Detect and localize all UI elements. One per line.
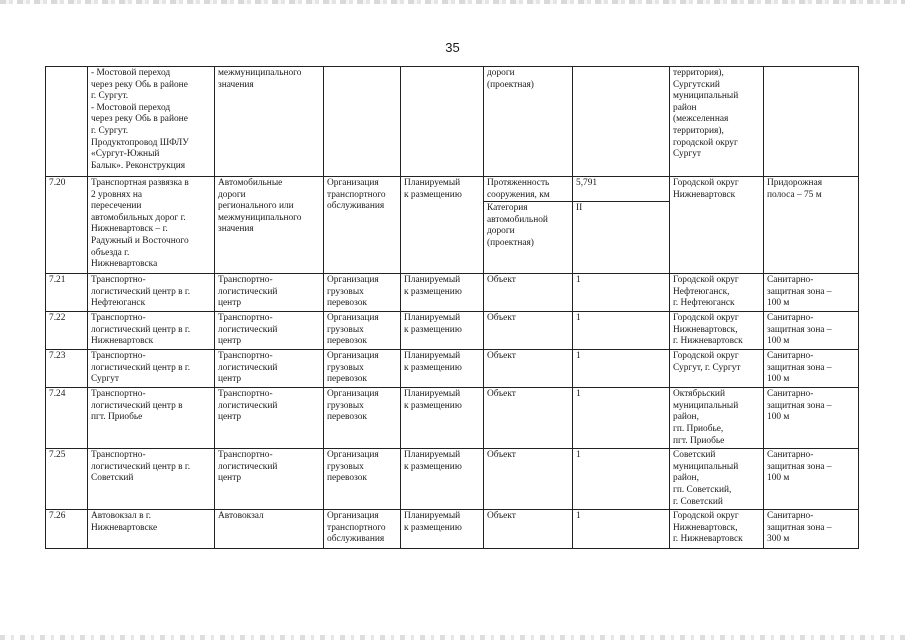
cell-num: 7.26 (46, 510, 88, 549)
cell-location: Городской округ Нефтеюганск, г. Нефтеюганск (670, 274, 764, 312)
cell-purpose: Организация грузовых перевозок (324, 449, 401, 510)
cell-location: территория), Сургутский муниципальный район (межселенная территория), городской округ Сургут (670, 67, 764, 177)
cell-num (46, 67, 88, 177)
cell-characteristic: Категория автомобильной дороги (проектная) (484, 202, 573, 274)
table-row (46, 510, 859, 549)
cell-name: Транспортно- логистический центр в г. Нижневартовск (88, 312, 215, 350)
table-row (46, 274, 859, 312)
cell-purpose: Организация транспортного обслуживания (324, 177, 401, 274)
cell-status: Планируемый к размещению (401, 388, 484, 449)
cell-characteristic: дороги (проектная) (484, 67, 573, 177)
cell-value: 5,791 (573, 177, 670, 202)
cell-location: Городской округ Нижневартовск, г. Нижневартовск (670, 510, 764, 549)
cell-name: Транспортно- логистический центр в г. Нефтеюганск (88, 274, 215, 312)
cell-characteristic: Объект (484, 510, 573, 549)
cell-type: Транспортно- логистический центр (215, 312, 324, 350)
cell-location: Советский муниципальный район, гп. Советский, г. Советский (670, 449, 764, 510)
cell-characteristic: Объект (484, 312, 573, 350)
cell-name: Транспортно- логистический центр в г. Сургут (88, 350, 215, 388)
cell-name: - Мостовой переход через реку Обь в районе г. Сургут. - Мостовой переход через реку Обь в районе г. Сургут. Продуктопровод ШФЛУ «Сургут-Южный Балык». Реконструкция (88, 67, 215, 177)
cell-num: 7.22 (46, 312, 88, 350)
cell-status: Планируемый к размещению (401, 177, 484, 274)
cell-num: 7.23 (46, 350, 88, 388)
objects-table (45, 66, 859, 549)
page-number: 35 (445, 40, 460, 55)
cell-purpose: Организация грузовых перевозок (324, 274, 401, 312)
scan-noise-top (0, 0, 905, 4)
cell-type: межмуниципального значения (215, 67, 324, 177)
cell-purpose (324, 67, 401, 177)
cell-zone: Санитарно- защитная зона – 300 м (764, 510, 859, 549)
cell-value: 1 (573, 388, 670, 449)
cell-type: Транспортно- логистический центр (215, 449, 324, 510)
cell-purpose: Организация грузовых перевозок (324, 388, 401, 449)
cell-name: Транспортно- логистический центр в г. Советский (88, 449, 215, 510)
cell-type: Автовокзал (215, 510, 324, 549)
cell-location: Октябрьский муниципальный район, гп. Приобье, пгт. Приобье (670, 388, 764, 449)
table-row (46, 388, 859, 449)
cell-characteristic: Объект (484, 274, 573, 312)
table-row (46, 177, 859, 202)
cell-zone: Санитарно- защитная зона – 100 м (764, 312, 859, 350)
cell-num: 7.21 (46, 274, 88, 312)
scan-noise-bottom (0, 635, 905, 640)
cell-status: Планируемый к размещению (401, 350, 484, 388)
cell-status (401, 67, 484, 177)
cell-location: Городской округ Нижневартовск (670, 177, 764, 274)
cell-value: 1 (573, 510, 670, 549)
cell-zone: Санитарно- защитная зона – 100 м (764, 350, 859, 388)
table-row (46, 312, 859, 350)
cell-location: Городской округ Сургут, г. Сургут (670, 350, 764, 388)
cell-characteristic: Протяженность сооружения, км (484, 177, 573, 202)
cell-value: 1 (573, 312, 670, 350)
cell-type: Транспортно- логистический центр (215, 388, 324, 449)
cell-value: 1 (573, 449, 670, 510)
cell-name: Транспортная развязка в 2 уровнях на пересечении автомобильных дорог г. Нижневартовск – г. Радужный и Восточного объезда г. Нижневартовска (88, 177, 215, 274)
cell-status: Планируемый к размещению (401, 274, 484, 312)
cell-value: 1 (573, 350, 670, 388)
cell-purpose: Организация грузовых перевозок (324, 312, 401, 350)
cell-characteristic: Объект (484, 350, 573, 388)
cell-type: Транспортно- логистический центр (215, 274, 324, 312)
cell-characteristic: Объект (484, 388, 573, 449)
table-row-continuation (46, 67, 859, 177)
cell-name: Транспортно- логистический центр в пгт. Приобье (88, 388, 215, 449)
cell-num: 7.25 (46, 449, 88, 510)
cell-zone: Санитарно- защитная зона – 100 м (764, 388, 859, 449)
table-row (46, 449, 859, 510)
cell-characteristic: Объект (484, 449, 573, 510)
cell-status: Планируемый к размещению (401, 312, 484, 350)
cell-name: Автовокзал в г. Нижневартовске (88, 510, 215, 549)
cell-purpose: Организация транспортного обслуживания (324, 510, 401, 549)
cell-value: 1 (573, 274, 670, 312)
cell-value: II (573, 202, 670, 274)
cell-status: Планируемый к размещению (401, 449, 484, 510)
cell-num: 7.20 (46, 177, 88, 274)
cell-value (573, 67, 670, 177)
cell-num: 7.24 (46, 388, 88, 449)
table-row (46, 350, 859, 388)
cell-zone: Придорожная полоса – 75 м (764, 177, 859, 274)
cell-type: Автомобильные дороги регионального или межмуниципального значения (215, 177, 324, 274)
cell-status: Планируемый к размещению (401, 510, 484, 549)
cell-zone: Санитарно- защитная зона – 100 м (764, 274, 859, 312)
cell-zone (764, 67, 859, 177)
cell-purpose: Организация грузовых перевозок (324, 350, 401, 388)
cell-zone: Санитарно- защитная зона – 100 м (764, 449, 859, 510)
cell-location: Городской округ Нижневартовск, г. Нижневартовск (670, 312, 764, 350)
cell-type: Транспортно- логистический центр (215, 350, 324, 388)
